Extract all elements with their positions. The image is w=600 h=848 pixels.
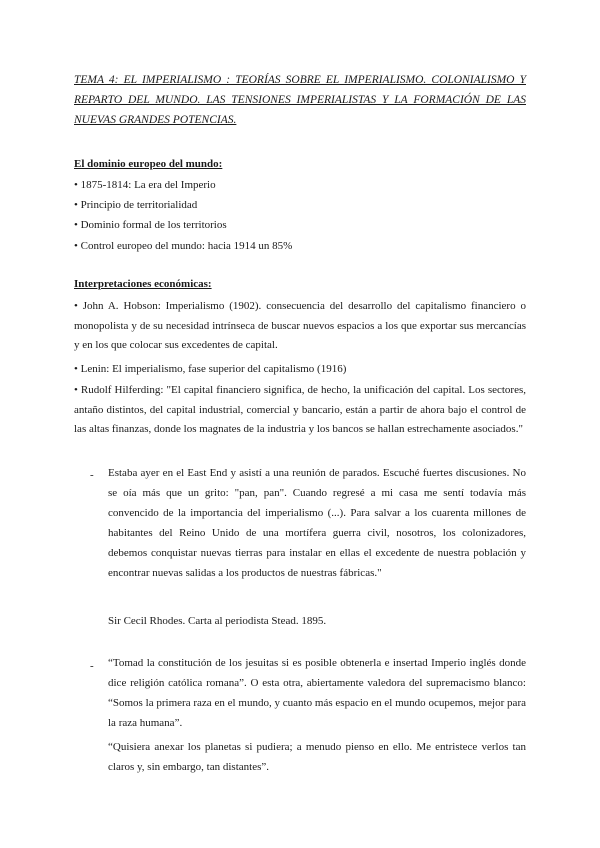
paragraph-lenin: • Lenin: El imperialismo, fase superior del capitalismo (1916): [74, 363, 347, 375]
list-dash: -: [90, 660, 94, 672]
quote-jesuitas: “Tomad la constitución de los jesuitas si es posible obtenerla e insertad Imperio inglés donde dice religión católica romana”. O esta otra, abiertamente valedora del supremacismo blanco: “Somos la primera raza en el mundo, y cuanto más espacio en el mundo ocupemos, mejor para la raza humana”.: [108, 657, 526, 729]
bullet-item: • Control europeo del mundo: hacia 1914 un 85%: [74, 240, 293, 252]
paragraph-hobson: • John A. Hobson: Imperialismo (1902). consecuencia del desarrollo del capitalismo financiero o monopolista y de su necesidad intrínseca de buscar nuevos espacios a los que exportar sus mercancías y en los que colocar sus excedentes de capital.: [74, 300, 526, 351]
bullet-item: • Principio de territorialidad: [74, 199, 198, 211]
document-title: TEMA 4: EL IMPERIALISMO : TEORÍAS SOBRE EL IMPERIALISMO. COLONIALISMO Y REPARTO DEL MUNDO. LAS TENSIONES IMPERIALISTAS Y LA FORMACIÓN DE LAS NUEVAS GRANDES POTENCIAS.: [74, 74, 526, 126]
section-heading-dominio: El dominio europeo del mundo:: [74, 158, 223, 170]
list-dash: -: [90, 469, 94, 481]
quote-signature: Sir Cecil Rhodes. Carta al periodista Stead. 1895.: [108, 615, 327, 627]
quote-rhodes: Estaba ayer en el East End y asistí a una reunión de parados. Escuché fuertes discusiones. No se oía más que un grito: "pan, pan". Cuando regresé a mi casa me sentí todavía más convencido de la importancia del imperialismo (...). Para salvar a los cuarenta millones de habitantes del Reino Unido de una mortífera guerra civil, nosotros, los colonizadores, debemos conquistar nuevas tierras para instalar en ellas el excedente de nuestra población y encontrar nuevas salidas a los productos de nuestras fábricas.": [108, 467, 526, 579]
bullet-item: • 1875-1814: La era del Imperio: [74, 179, 216, 191]
quote-planetas: “Quisiera anexar los planetas si pudiera; a menudo pienso en ello. Me entristece verlos tan claros y, sin embargo, tan distantes”.: [108, 741, 526, 773]
bullet-item: • Dominio formal de los territorios: [74, 219, 227, 231]
paragraph-hilferding: • Rudolf Hilferding: "El capital financiero significa, de hecho, la unificación del capital. Los sectores, antaño distintos, del capital industrial, comercial y bancario, están a partir de ahora bajo el control de las altas finanzas, donde los magnates de la industria y los bancos se hallan estrechamente asociados.": [74, 384, 526, 435]
section-heading-interpretaciones: Interpretaciones económicas:: [74, 278, 212, 290]
